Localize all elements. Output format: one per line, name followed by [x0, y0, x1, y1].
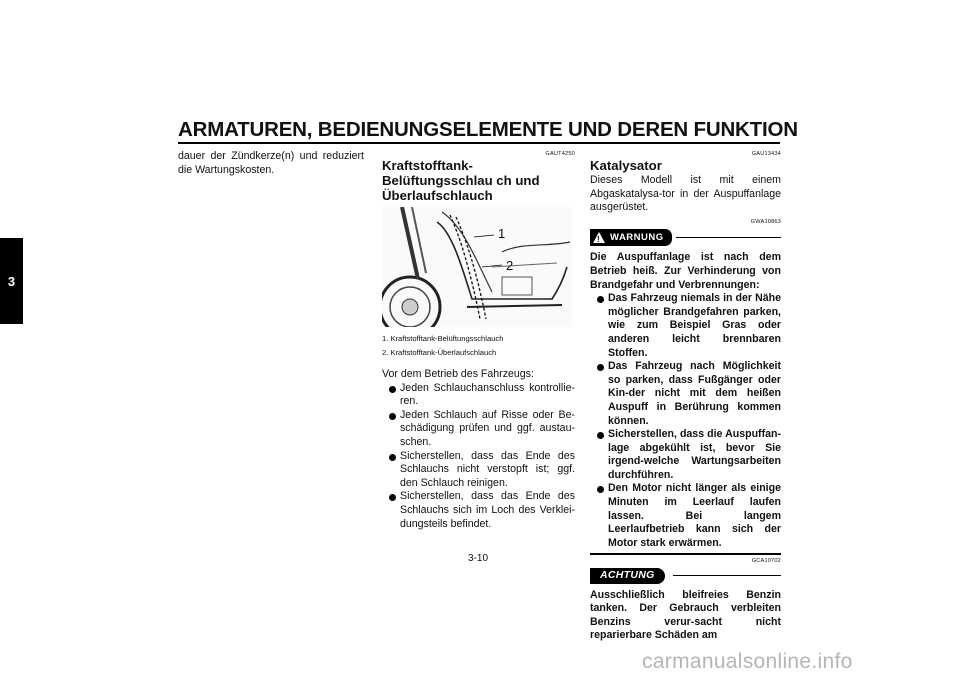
- list-item: Jeden Schlauchanschluss kontrollie-ren.: [382, 382, 575, 409]
- warning-triangle-icon: !: [593, 232, 605, 243]
- bullet-icon: [389, 386, 396, 393]
- list-item: Sicherstellen, dass das Ende des Schlauchs nicht verstopft ist; ggf. den Schlauch reinigen.: [382, 450, 575, 491]
- warning-badge: [590, 229, 672, 247]
- achtung-text: Ausschließlich bleifreies Benzin tanken. Der Gebrauch verbleiten Benzins verur-sacht nicht reparierbare Schäden am: [590, 588, 781, 642]
- hose-check-list: [382, 382, 575, 532]
- achtung-rule: [673, 575, 781, 577]
- caption-2: 2. Kraftstofftank-Überlaufschlauch: [382, 348, 497, 357]
- warning-end-rule: [590, 553, 781, 555]
- warning-rule: [676, 237, 781, 239]
- figure-caption: [382, 332, 575, 360]
- list-item: Das Fahrzeug nach Möglichkeit so parken, dass Fußgänger oder Kin-der nicht mit dem heißen Auspuff in Berührung kommen können.: [590, 360, 781, 428]
- section-heading-catalyst: Katalysator: [590, 158, 662, 173]
- figure-label-1: 1: [498, 226, 506, 241]
- section-heading-hoses: Kraftstofftank-Belüftungsschlau ch und Überlaufschlauch: [382, 158, 540, 203]
- bullet-icon: [389, 494, 396, 501]
- chapter-header-title: ARMATUREN, BEDIENUNGSELEMENTE UND DEREN FUNKTION: [178, 118, 798, 141]
- continued-paragraph: dauer der Zündkerze(n) und reduziert die Wartungskosten.: [178, 150, 364, 176]
- column-right: [590, 150, 781, 643]
- pre-ride-intro: Vor dem Betrieb des Fahrzeugs:: [382, 368, 534, 380]
- chapter-tab: 3: [0, 238, 23, 324]
- list-item: Sicherstellen, dass das Ende des Schlauchs sich im Loch des Verklei-dungsteils befindet.: [382, 490, 575, 531]
- warning-list: [590, 292, 781, 550]
- bullet-icon: [597, 432, 604, 439]
- hose-illustration: [382, 207, 572, 327]
- catalyst-intro: Dieses Modell ist mit einem Abgaskatalysa-tor in der Auspuffanlage ausgerüstet.: [590, 174, 781, 214]
- bullet-icon: [597, 486, 604, 493]
- section-code: GAUT4250: [545, 151, 575, 157]
- bullet-icon: [597, 364, 604, 371]
- watermark: carmanualsonline.info: [642, 650, 853, 673]
- achtung-badge: ACHTUNG: [590, 568, 665, 584]
- section-code: GAU13434: [751, 151, 781, 157]
- warning-text: Die Auspuffanlage ist nach dem Betrieb heiß. Zur Verhinderung von Brandgefahr und Verbrennungen:: [590, 251, 781, 291]
- achtung-header: [590, 568, 781, 584]
- achtung-code: GCA10702: [751, 557, 781, 564]
- bullet-icon: [597, 296, 604, 303]
- list-item: Das Fahrzeug niemals in der Nähe möglicher Brandgefahren parken, wie zum Beispiel Gras oder anderen leicht brennbaren Stoffen.: [590, 292, 781, 360]
- figure-label-2: 2: [506, 258, 514, 273]
- header-rule: [178, 142, 780, 144]
- list-item: Jeden Schlauch auf Risse oder Be-schädigung prüfen und ggf. austau-schen.: [382, 409, 575, 450]
- scooter-hose-drawing: [382, 207, 572, 327]
- caption-1: 1. Kraftstofftank-Belüftungsschlauch: [382, 334, 504, 343]
- bullet-icon: [389, 413, 396, 420]
- warning-header: [590, 229, 781, 247]
- page-number: 3-10: [468, 553, 489, 564]
- bullet-icon: [389, 454, 396, 461]
- column-middle: [382, 150, 575, 531]
- list-item: Sicherstellen, dass die Auspuffan-lage abgekühlt ist, bevor Sie irgend-welche Wartungsarbeiten durchführen.: [590, 428, 781, 482]
- warning-code: GWA10863: [750, 218, 781, 225]
- column-left: [178, 150, 364, 177]
- warning-label: WARNUNG: [610, 231, 664, 243]
- list-item: Den Motor nicht länger als einige Minuten im Leerlauf laufen lassen. Bei langem Leerlaufbetrieb kann sich der Motor stark erwärmen.: [590, 482, 781, 550]
